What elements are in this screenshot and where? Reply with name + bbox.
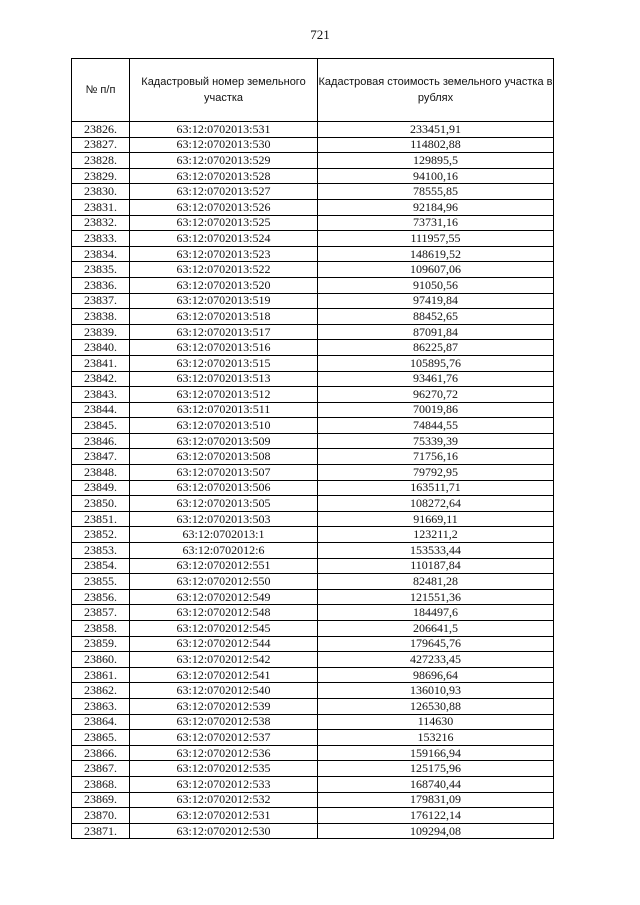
table-row [72,621,554,637]
table-row [72,761,554,777]
cadastral-number-cell: 63:12:0702013:528 [130,168,318,184]
row-number-cell: 23842. [72,371,130,387]
table-row [72,683,554,699]
cadastral-value-cell: 88452,65 [318,309,554,325]
cadastral-value-cell: 82481,28 [318,574,554,590]
cadastral-value-cell: 97419,84 [318,293,554,309]
cadastral-number-cell: 63:12:0702013:527 [130,184,318,200]
cadastral-number-cell: 63:12:0702013:510 [130,418,318,434]
row-number-cell: 23831. [72,199,130,215]
row-number-cell: 23841. [72,355,130,371]
table-row [72,277,554,293]
cadastral-value-cell: 105895,76 [318,355,554,371]
row-number-cell: 23851. [72,511,130,527]
cadastral-value-cell: 153533,44 [318,543,554,559]
cadastral-value-cell: 87091,84 [318,324,554,340]
row-number-cell: 23861. [72,667,130,683]
table-row [72,246,554,262]
row-number-cell: 23866. [72,745,130,761]
cadastral-value-cell: 126530,88 [318,698,554,714]
row-number-cell: 23834. [72,246,130,262]
row-number-cell: 23836. [72,277,130,293]
cadastral-number-cell: 63:12:0702012:532 [130,792,318,808]
cadastral-number-cell: 63:12:0702013:505 [130,496,318,512]
row-number-cell: 23830. [72,184,130,200]
cadastral-value-cell: 129895,5 [318,153,554,169]
table-row [72,745,554,761]
header-cadastral-number: Кадастровый номер земельного участка [130,59,318,122]
row-number-cell: 23848. [72,465,130,481]
table-row [72,293,554,309]
header-row-number: № п/п [72,59,130,122]
header-cadastral-value: Кадастровая стоимость земельного участка в рублях [318,59,554,122]
row-number-cell: 23850. [72,496,130,512]
row-number-cell: 23862. [72,683,130,699]
cadastral-value-cell: 109294,08 [318,823,554,839]
cadastral-value-cell: 153216 [318,730,554,746]
cadastral-value-cell: 78555,85 [318,184,554,200]
cadastral-number-cell: 63:12:0702013:525 [130,215,318,231]
table-body [72,122,554,839]
table-row [72,215,554,231]
cadastral-value-cell: 94100,16 [318,168,554,184]
cadastral-number-cell: 63:12:0702012:542 [130,652,318,668]
row-number-cell: 23832. [72,215,130,231]
row-number-cell: 23871. [72,823,130,839]
cadastral-value-cell: 91669,11 [318,511,554,527]
cadastral-number-cell: 63:12:0702013:524 [130,231,318,247]
table-row [72,776,554,792]
row-number-cell: 23847. [72,449,130,465]
cadastral-number-cell: 63:12:0702013:508 [130,449,318,465]
cadastral-number-cell: 63:12:0702013:512 [130,387,318,403]
table-row [72,122,554,138]
table-row [72,262,554,278]
cadastral-value-cell: 176122,14 [318,808,554,824]
table-row [72,418,554,434]
cadastral-number-cell: 63:12:0702012:531 [130,808,318,824]
cadastral-number-cell: 63:12:0702013:516 [130,340,318,356]
cadastral-number-cell: 63:12:0702012:544 [130,636,318,652]
table-row [72,792,554,808]
page-number: 721 [310,27,330,42]
table-row [72,371,554,387]
row-number-cell: 23838. [72,309,130,325]
table-row [72,480,554,496]
cadastral-number-cell: 63:12:0702013:518 [130,309,318,325]
cadastral-number-cell: 63:12:0702012:537 [130,730,318,746]
cadastral-number-cell: 63:12:0702012:541 [130,667,318,683]
header-row [72,59,554,122]
table-row [72,730,554,746]
cadastral-value-table [71,58,554,839]
table-row [72,433,554,449]
row-number-cell: 23860. [72,652,130,668]
table-row [72,355,554,371]
table-row [72,543,554,559]
row-number-cell: 23857. [72,605,130,621]
cadastral-value-cell: 136010,93 [318,683,554,699]
row-number-cell: 23870. [72,808,130,824]
table-row [72,808,554,824]
table-row [72,511,554,527]
cadastral-value-cell: 184497,6 [318,605,554,621]
cadastral-number-cell: 63:12:0702012:540 [130,683,318,699]
row-number-cell: 23869. [72,792,130,808]
row-number-cell: 23863. [72,698,130,714]
cadastral-number-cell: 63:12:0702012:536 [130,745,318,761]
cadastral-value-cell: 148619,52 [318,246,554,262]
cadastral-number-cell: 63:12:0702013:506 [130,480,318,496]
row-number-cell: 23849. [72,480,130,496]
cadastral-value-cell: 206641,5 [318,621,554,637]
cadastral-value-cell: 91050,56 [318,277,554,293]
cadastral-value-cell: 92184,96 [318,199,554,215]
cadastral-number-cell: 63:12:0702012:533 [130,776,318,792]
row-number-cell: 23843. [72,387,130,403]
row-number-cell: 23835. [72,262,130,278]
cadastral-value-cell: 111957,55 [318,231,554,247]
cadastral-number-cell: 63:12:0702012:539 [130,698,318,714]
row-number-cell: 23829. [72,168,130,184]
table-row [72,714,554,730]
cadastral-value-cell: 179831,09 [318,792,554,808]
cadastral-number-cell: 63:12:0702013:522 [130,262,318,278]
cadastral-number-cell: 63:12:0702012:550 [130,574,318,590]
cadastral-number-cell: 63:12:0702012:549 [130,589,318,605]
row-number-cell: 23856. [72,589,130,605]
table-row [72,823,554,839]
cadastral-value-cell: 427233,45 [318,652,554,668]
cadastral-value-cell: 125175,96 [318,761,554,777]
cadastral-value-cell: 93461,76 [318,371,554,387]
row-number-cell: 23852. [72,527,130,543]
table-row [72,574,554,590]
cadastral-value-cell: 121551,36 [318,589,554,605]
cadastral-number-cell: 63:12:0702012:530 [130,823,318,839]
table-row [72,184,554,200]
row-number-cell: 23826. [72,122,130,138]
cadastral-value-cell: 79792,95 [318,465,554,481]
table-row [72,137,554,153]
cadastral-number-cell: 63:12:0702013:1 [130,527,318,543]
row-number-cell: 23827. [72,137,130,153]
cadastral-value-cell: 159166,94 [318,745,554,761]
row-number-cell: 23833. [72,231,130,247]
table-row [72,199,554,215]
row-number-cell: 23840. [72,340,130,356]
table-row [72,667,554,683]
table-row [72,231,554,247]
table-row [72,652,554,668]
cadastral-value-cell: 98696,64 [318,667,554,683]
table-row [72,558,554,574]
cadastral-value-cell: 179645,76 [318,636,554,652]
cadastral-value-cell: 168740,44 [318,776,554,792]
row-number-cell: 23858. [72,621,130,637]
cadastral-number-cell: 63:12:0702012:535 [130,761,318,777]
cadastral-value-cell: 71756,16 [318,449,554,465]
table-row [72,402,554,418]
cadastral-number-cell: 63:12:0702013:513 [130,371,318,387]
row-number-cell: 23854. [72,558,130,574]
cadastral-value-cell: 233451,91 [318,122,554,138]
cadastral-number-cell: 63:12:0702013:517 [130,324,318,340]
cadastral-value-cell: 108272,64 [318,496,554,512]
row-number-cell: 23864. [72,714,130,730]
cadastral-number-cell: 63:12:0702013:519 [130,293,318,309]
cadastral-number-cell: 63:12:0702013:523 [130,246,318,262]
cadastral-value-cell: 70019,86 [318,402,554,418]
table-row [72,605,554,621]
cadastral-value-cell: 114630 [318,714,554,730]
table-row [72,324,554,340]
row-number-cell: 23844. [72,402,130,418]
cadastral-value-cell: 86225,87 [318,340,554,356]
row-number-cell: 23855. [72,574,130,590]
cadastral-value-cell: 123211,2 [318,527,554,543]
row-number-cell: 23859. [72,636,130,652]
table-row [72,636,554,652]
cadastral-value-cell: 114802,88 [318,137,554,153]
cadastral-number-cell: 63:12:0702012:6 [130,543,318,559]
table-row [72,168,554,184]
row-number-cell: 23837. [72,293,130,309]
row-number-cell: 23867. [72,761,130,777]
table-row [72,589,554,605]
cadastral-number-cell: 63:12:0702013:511 [130,402,318,418]
table-row [72,496,554,512]
cadastral-number-cell: 63:12:0702013:526 [130,199,318,215]
table-row [72,465,554,481]
cadastral-number-cell: 63:12:0702012:545 [130,621,318,637]
table-row [72,340,554,356]
row-number-cell: 23828. [72,153,130,169]
cadastral-number-cell: 63:12:0702013:515 [130,355,318,371]
cadastral-value-cell: 74844,55 [318,418,554,434]
row-number-cell: 23868. [72,776,130,792]
cadastral-value-cell: 109607,06 [318,262,554,278]
cadastral-number-cell: 63:12:0702013:509 [130,433,318,449]
cadastral-value-cell: 163511,71 [318,480,554,496]
table-row [72,449,554,465]
cadastral-number-cell: 63:12:0702013:520 [130,277,318,293]
row-number-cell: 23853. [72,543,130,559]
table-row [72,387,554,403]
cadastral-number-cell: 63:12:0702013:529 [130,153,318,169]
row-number-cell: 23845. [72,418,130,434]
table-row [72,698,554,714]
cadastral-number-cell: 63:12:0702012:548 [130,605,318,621]
cadastral-value-cell: 73731,16 [318,215,554,231]
cadastral-number-cell: 63:12:0702013:531 [130,122,318,138]
row-number-cell: 23839. [72,324,130,340]
cadastral-number-cell: 63:12:0702012:538 [130,714,318,730]
table-row [72,527,554,543]
cadastral-value-cell: 75339,39 [318,433,554,449]
cadastral-number-cell: 63:12:0702012:551 [130,558,318,574]
row-number-cell: 23846. [72,433,130,449]
cadastral-number-cell: 63:12:0702013:530 [130,137,318,153]
cadastral-number-cell: 63:12:0702013:507 [130,465,318,481]
cadastral-number-cell: 63:12:0702013:503 [130,511,318,527]
cadastral-value-cell: 110187,84 [318,558,554,574]
table-row [72,153,554,169]
cadastral-value-cell: 96270,72 [318,387,554,403]
table-row [72,309,554,325]
row-number-cell: 23865. [72,730,130,746]
table-header [72,59,554,122]
